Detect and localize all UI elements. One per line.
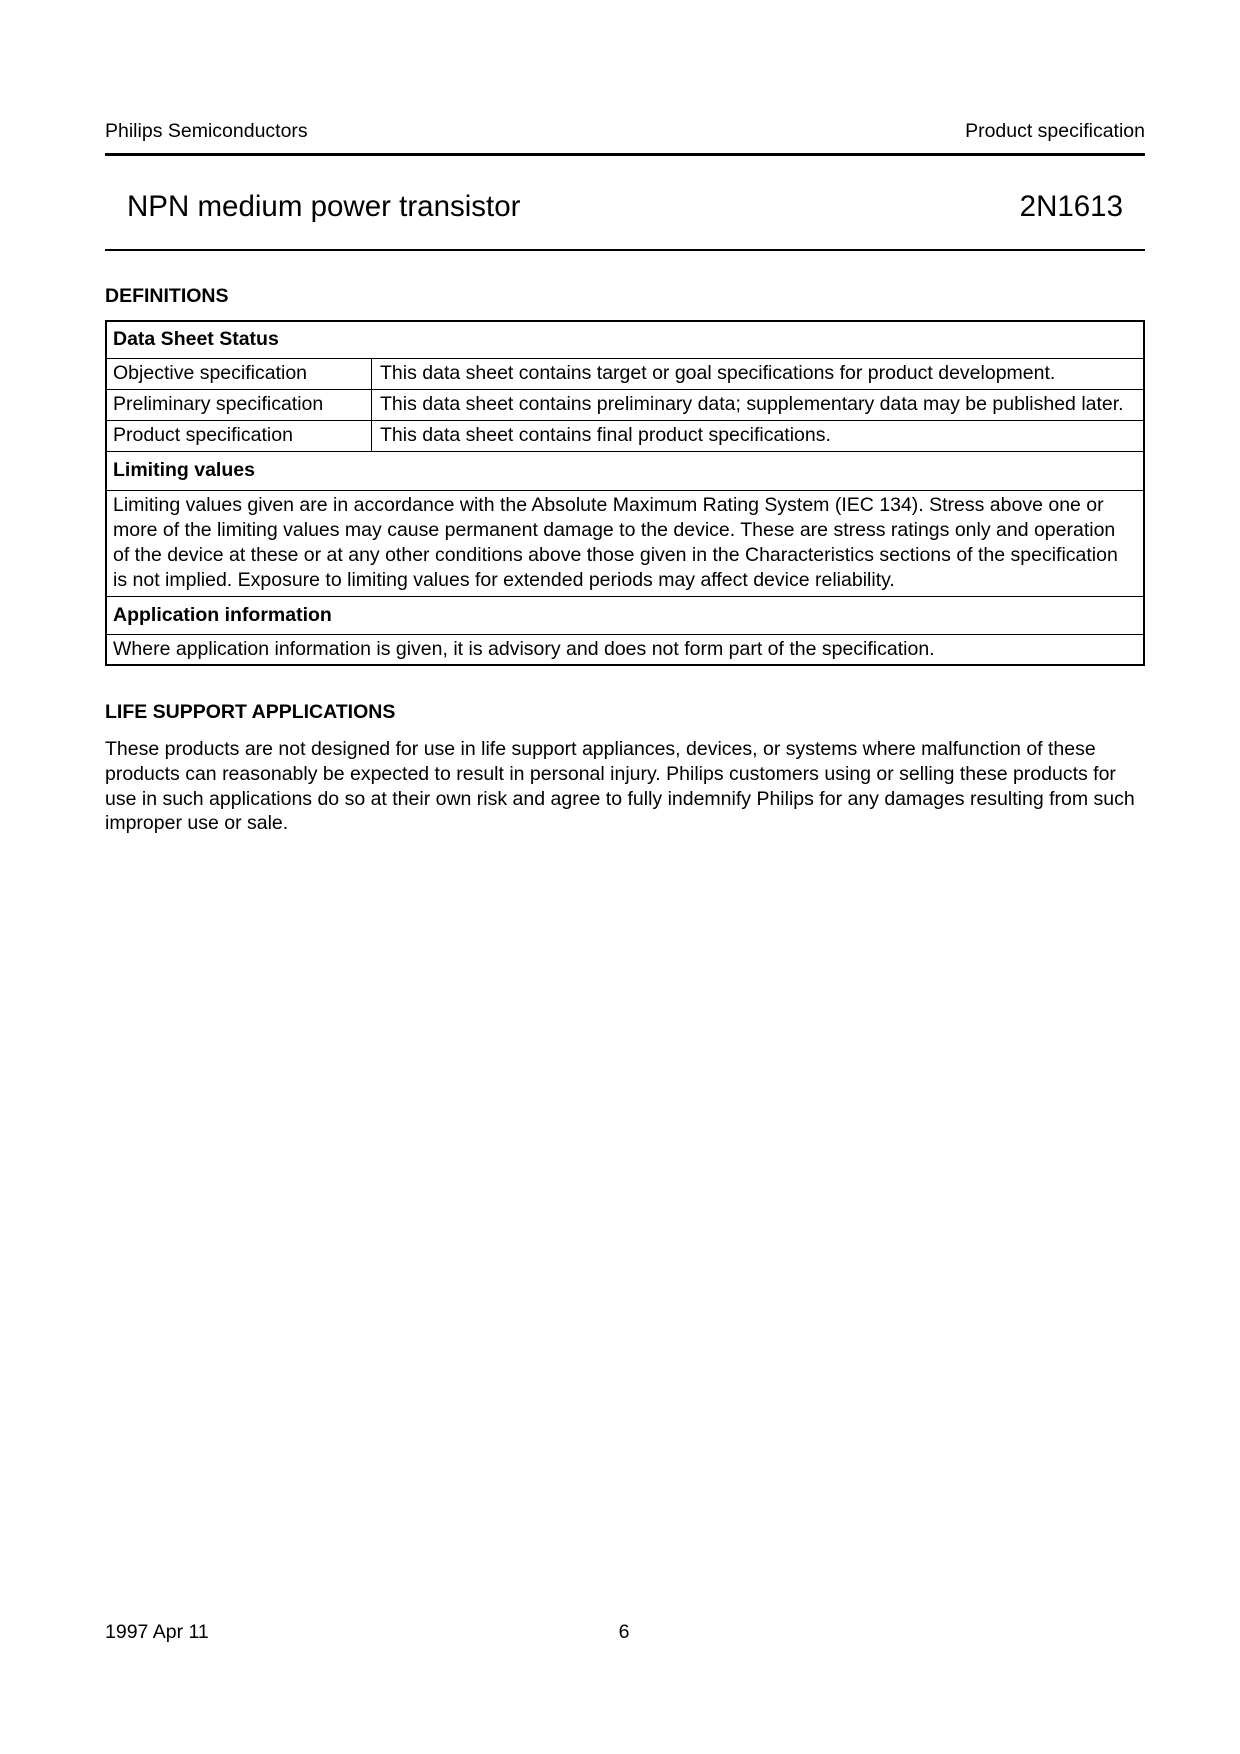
limiting-values-heading: Limiting values xyxy=(113,459,255,482)
header-company: Philips Semiconductors xyxy=(105,120,308,142)
definitions-table xyxy=(105,320,1145,666)
running-header xyxy=(105,119,1145,144)
paragraph-line: These products are not designed for use in life support appliances, devices, or systems where malfunction of these xyxy=(105,738,1096,760)
title-rule xyxy=(105,249,1145,251)
header-doc-type: Product specification xyxy=(965,120,1145,142)
header-rule xyxy=(105,153,1145,156)
paragraph-line: improper use or sale. xyxy=(105,812,289,835)
status-description: This data sheet contains preliminary data; supplementary data may be published later. xyxy=(380,393,1124,416)
status-label: Product specification xyxy=(107,421,372,452)
status-row-product xyxy=(107,421,1143,453)
limiting-values-text-row xyxy=(107,491,1143,597)
application-information-heading-row xyxy=(107,597,1143,635)
limiting-values-paragraph xyxy=(107,491,1143,596)
paragraph-line: use in such applications do so at their own risk and agree to fully indemnify Philips for any damages resulting from such xyxy=(105,787,1135,810)
data-sheet-status-heading-row xyxy=(107,322,1143,359)
paragraph-line: more of the limiting values may cause permanent damage to the device. These are stress ratings only and operation xyxy=(113,519,1116,542)
paragraph-line: products can reasonably be expected to result in personal injury. Philips customers using or selling these products for xyxy=(105,762,1116,785)
status-description: This data sheet contains final product specifications. xyxy=(380,424,831,447)
status-description: This data sheet contains target or goal specifications for product development. xyxy=(380,362,1056,385)
data-sheet-status-heading: Data Sheet Status xyxy=(113,328,279,351)
page-title: NPN medium power transistor xyxy=(127,190,521,223)
part-number: 2N1613 xyxy=(1019,190,1123,223)
application-information-text: Where application information is given, it is advisory and does not form part of the specification. xyxy=(113,637,935,660)
paragraph-line: Limiting values given are in accordance with the Absolute Maximum Rating System (IEC 134). Stress above one or xyxy=(113,494,1104,517)
life-support-heading: LIFE SUPPORT APPLICATIONS xyxy=(105,701,396,723)
life-support-paragraph xyxy=(105,737,1185,836)
status-label: Preliminary specification xyxy=(107,390,372,420)
application-information-heading: Application information xyxy=(113,603,332,626)
application-information-text-row xyxy=(107,635,1143,665)
paragraph-line: is not implied. Exposure to limiting values for extended periods may affect device reliability. xyxy=(113,568,895,591)
status-row-preliminary xyxy=(107,390,1143,421)
footer-date: 1997 Apr 11 xyxy=(105,1621,209,1643)
page-number: 6 xyxy=(618,1621,630,1643)
limiting-values-heading-row xyxy=(107,452,1143,491)
paragraph-line: of the device at these or at any other conditions above those given in the Characteristics sections of the specification xyxy=(113,544,1118,566)
definitions-heading: DEFINITIONS xyxy=(105,285,229,307)
status-label: Objective specification xyxy=(107,359,372,390)
status-row-objective xyxy=(107,359,1143,391)
